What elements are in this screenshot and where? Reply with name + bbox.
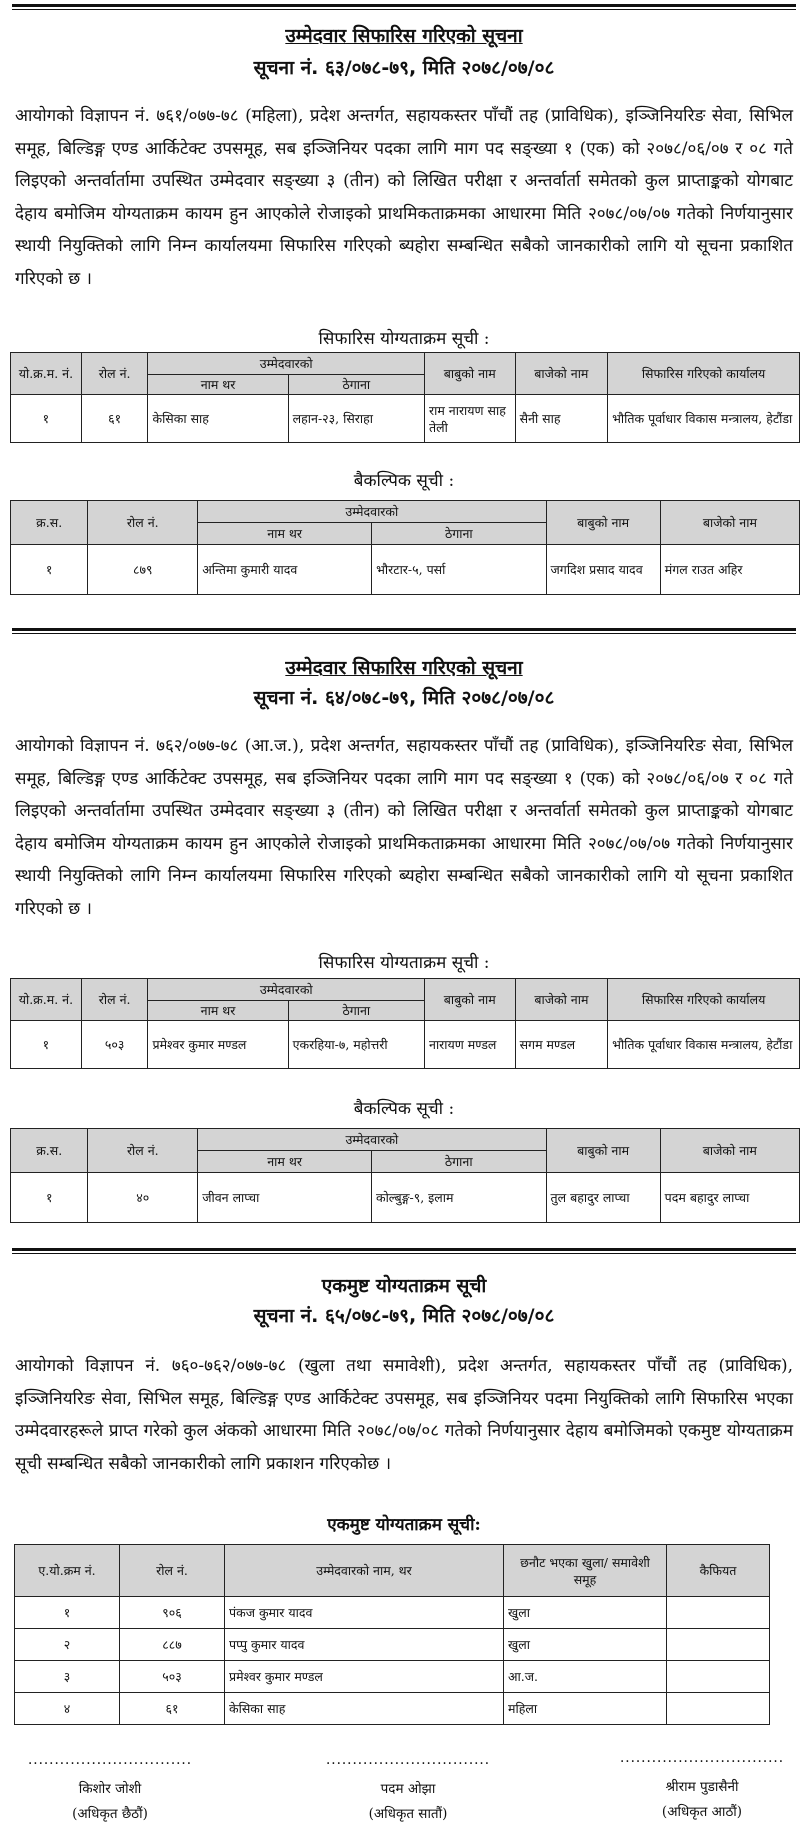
table-row bbox=[15, 1597, 770, 1629]
th-candidate: उम्मेदवारको bbox=[148, 979, 425, 1001]
cell-roll: ८७९ bbox=[88, 545, 198, 595]
cell-group: खुला bbox=[504, 1629, 667, 1661]
cell-office: भौतिक पूर्वाधार विकास मन्त्रालय, हेटौंडा bbox=[608, 395, 800, 443]
cell-grandfather: पदम बहादुर लाप्चा bbox=[660, 1173, 799, 1223]
signature-block bbox=[318, 1750, 498, 1825]
cell-grandfather: मंगल राउत अहिर bbox=[660, 545, 799, 595]
th-address: ठेगाना bbox=[371, 1151, 546, 1173]
th-name: नाम थर bbox=[148, 1001, 288, 1021]
separator-rule bbox=[12, 628, 796, 634]
th-address: ठेगाना bbox=[372, 523, 546, 545]
cell-name: केसिका साह bbox=[225, 1693, 504, 1725]
separator-rule bbox=[12, 1248, 796, 1254]
cell-father: नारायण मण्डल bbox=[425, 1021, 516, 1069]
th-sn: ए.यो.क्रम नं. bbox=[15, 1545, 120, 1597]
cell-address: कोल्बुङ्ग-९, इलाम bbox=[371, 1173, 546, 1223]
notice1-title: उम्मेदवार सिफारिस गरिएको सूचना bbox=[285, 25, 523, 47]
cell-name: प्रमेश्वर कुमार मण्डल bbox=[225, 1661, 504, 1693]
th-group: छनौट भएका खुला/ समावेशी समूह bbox=[504, 1545, 667, 1597]
th-roll: रोल नं. bbox=[81, 353, 148, 395]
cell-remarks bbox=[667, 1629, 770, 1661]
th-candidate: उम्मेदवारको bbox=[148, 353, 425, 375]
notice3-ref: सूचना नं. ६५/०७८-७९, मिति २०७८/०७/०८ bbox=[253, 1305, 555, 1327]
table-row bbox=[11, 1021, 800, 1069]
cell-grandfather: सैनी साह bbox=[515, 395, 608, 443]
signature-line: ............................... bbox=[27, 1752, 193, 1768]
th-father: बाबुको नाम bbox=[425, 979, 516, 1021]
signature-line: ............................... bbox=[325, 1752, 491, 1768]
cell-group: खुला bbox=[504, 1597, 667, 1629]
cell-father: तुल बहादुर लाप्चा bbox=[546, 1173, 660, 1223]
notice1-ref: सूचना नं. ६३/०७८-७९, मिति २०७८/०७/०८ bbox=[253, 57, 555, 79]
cell-grandfather: सगम मण्डल bbox=[515, 1021, 608, 1069]
th-candidate: उम्मेदवारको bbox=[198, 501, 546, 523]
th-roll: रोल नं. bbox=[88, 501, 198, 545]
cell-name: प्रमेश्वर कुमार मण्डल bbox=[148, 1021, 288, 1069]
cell-roll: ४० bbox=[88, 1173, 198, 1223]
th-roll: रोल नं. bbox=[88, 1129, 198, 1173]
cell-sn: १ bbox=[15, 1597, 120, 1629]
cell-sn: १ bbox=[11, 1021, 82, 1069]
notice3-caption: एकमुष्ट योग्यताक्रम सूची: bbox=[327, 1515, 481, 1535]
th-roll: रोल नं. bbox=[81, 979, 148, 1021]
cell-sn: १ bbox=[11, 1173, 88, 1223]
cell-remarks bbox=[667, 1661, 770, 1693]
notice1-rec-table bbox=[10, 352, 800, 443]
cell-roll: ६१ bbox=[120, 1693, 225, 1725]
signatory-title: (अधिकृत सातौं) bbox=[368, 1806, 448, 1822]
table-row bbox=[15, 1693, 770, 1725]
cell-group: महिला bbox=[504, 1693, 667, 1725]
th-office: सिफारिस गरिएको कार्यालय bbox=[608, 979, 800, 1021]
cell-sn: १ bbox=[11, 545, 88, 595]
cell-roll: ८८७ bbox=[120, 1629, 225, 1661]
th-address: ठेगाना bbox=[288, 1001, 424, 1021]
th-sn: यो.क्र.म. नं. bbox=[11, 353, 82, 395]
th-grandfather: बाजेको नाम bbox=[660, 1129, 799, 1173]
th-sn: क्र.स. bbox=[11, 1129, 88, 1173]
notice3-title: एकमुष्ट योग्यताक्रम सूची bbox=[321, 1275, 487, 1297]
cell-sn: २ bbox=[15, 1629, 120, 1661]
notice1-body: आयोगको विज्ञापन नं. ७६१/०७७-७८ (महिला), प्रदेश अन्तर्गत, सहायकस्तर पाँचौं तह (प्राविधिक), इञ्जिनियरिङ सेवा, सिभिल समूह, बिल्डिङ्ग एण्ड आर्किटेक्ट उपसमूह, सब इञ्जिनियर पदका लागि माग पद सङ्ख्या १ (एक) को २०७८/०६/०७ र ०८ गते लिइएको अन्तर्वार्तामा उपस्थित उम्मेदवार सङ्ख्या ३ (तीन) को लिखित परीक्षा र अन्तर्वार्ता समेतको कुल प्राप्ताङ्कको योगबाट देहाय बमोजिम योग्यताक्रम कायम हुन आएकोले रोजाइको प्राथमिकताक्रमका आधारमा मिति २०७८/०७/०७ गतेको निर्णयानुसार स्थायी नियुक्तिको लागि निम्न कार्यालयमा सिफारिस गरिएको ब्यहोरा सम्बन्धित सबैको जानकारीको लागि यो सूचना प्रकाशित गरिएको छ । bbox=[15, 106, 793, 289]
signatory-title: (अधिकृत छैठौं) bbox=[72, 1806, 148, 1822]
cell-father: राम नारायण साह तेली bbox=[424, 395, 515, 443]
cell-address: लहान-२३, सिराहा bbox=[288, 395, 424, 443]
signatory-title: (अधिकृत आठौं) bbox=[661, 1804, 743, 1820]
notice3-table bbox=[14, 1544, 770, 1725]
cell-father: जगदिश प्रसाद यादव bbox=[546, 545, 660, 595]
cell-name: जीवन लाप्चा bbox=[198, 1173, 372, 1223]
cell-address: एकरहिया-७, महोत्तरी bbox=[288, 1021, 424, 1069]
cell-name: पप्पु कुमार यादव bbox=[225, 1629, 504, 1661]
table-row bbox=[11, 545, 800, 595]
th-grandfather: बाजेको नाम bbox=[515, 979, 608, 1021]
cell-office: भौतिक पूर्वाधार विकास मन्त्रालय, हेटौंडा bbox=[608, 1021, 800, 1069]
th-roll: रोल नं. bbox=[120, 1545, 225, 1597]
th-name: नाम थर bbox=[198, 1151, 372, 1173]
table-row bbox=[15, 1661, 770, 1693]
notice2-body: आयोगको विज्ञापन नं. ७६२/०७७-७८ (आ.ज.), प्रदेश अन्तर्गत, सहायकस्तर पाँचौं तह (प्राविधिक), इञ्जिनियरिङ सेवा, सिभिल समूह, बिल्डिङ्ग एण्ड आर्किटेक्ट उपसमूह, सब इञ्जिनियर पदका लागि माग पद सङ्ख्या १ (एक) को २०७८/०६/०७ र ०८ गते लिइएको अन्तर्वार्तामा उपस्थित उम्मेदवार सङ्ख्या ३ (तीन) को लिखित परीक्षा र अन्तर्वार्ता समेतको कुल प्राप्ताङ्कको योगबाट देहाय बमोजिम योग्यताक्रम कायम हुन आएकोले रोजाइको प्राथमिकताक्रमका आधारमा मिति २०७८/०७/०७ गतेको निर्णयानुसार स्थायी नियुक्तिको लागि निम्न कार्यालयमा सिफारिस गरिएको ब्यहोरा सम्बन्धित सबैको जानकारीको लागि यो सूचना प्रकाशित गरिएको छ । bbox=[15, 736, 793, 919]
th-grandfather: बाजेको नाम bbox=[660, 501, 799, 545]
cell-sn: १ bbox=[11, 395, 82, 443]
th-father: बाबुको नाम bbox=[424, 353, 515, 395]
th-address: ठेगाना bbox=[288, 375, 424, 395]
cell-remarks bbox=[667, 1597, 770, 1629]
cell-group: आ.ज. bbox=[504, 1661, 667, 1693]
signature-block bbox=[612, 1748, 792, 1823]
th-name: नाम थर bbox=[198, 523, 372, 545]
cell-roll: ५०३ bbox=[81, 1021, 148, 1069]
signature-line: ............................... bbox=[619, 1750, 785, 1766]
th-candidate: उम्मेदवारको bbox=[198, 1129, 546, 1151]
th-name: नाम थर bbox=[148, 375, 288, 395]
cell-name: केसिका साह bbox=[148, 395, 288, 443]
notice2-rec-table bbox=[10, 978, 800, 1069]
cell-sn: ४ bbox=[15, 1693, 120, 1725]
signatory-name: श्रीराम पुडासैनी bbox=[665, 1779, 739, 1795]
th-remarks: कैफियत bbox=[667, 1545, 770, 1597]
table-row bbox=[11, 1173, 800, 1223]
th-sn: यो.क्र.म. नं. bbox=[11, 979, 82, 1021]
table-row bbox=[15, 1629, 770, 1661]
notice1-alt-table bbox=[10, 500, 800, 595]
cell-roll: ६१ bbox=[81, 395, 148, 443]
notice2-title: उम्मेदवार सिफारिस गरिएको सूचना bbox=[285, 657, 523, 679]
signatory-name: किशोर जोशी bbox=[78, 1781, 142, 1797]
th-father: बाबुको नाम bbox=[546, 501, 660, 545]
cell-sn: ३ bbox=[15, 1661, 120, 1693]
cell-roll: ५०३ bbox=[120, 1661, 225, 1693]
notice3-body: आयोगको विज्ञापन नं. ७६०-७६२/०७७-७८ (खुला तथा समावेशी), प्रदेश अन्तर्गत, सहायकस्तर पाँचौं तह (प्राविधिक), इञ्जिनियरिङ सेवा, सिभिल समूह, बिल्डिङ्ग एण्ड आर्किटेक्ट उपसमूह, सब इञ्जिनियर पदमा नियुक्तिको लागि सिफारिस भएका उम्मेदवारहरूले प्राप्त गरेको कुल अंकको आधारमा मिति २०७८/०७/०८ गतेको निर्णयानुसार देहाय बमोजिमको एकमुष्ट योग्यताक्रम सूची सम्बन्धित सबैको जानकारीको लागि प्रकाशन गरिएकोछ । bbox=[15, 1356, 793, 1474]
cell-address: भौरटार-५, पर्सा bbox=[372, 545, 546, 595]
table-row bbox=[11, 395, 800, 443]
signature-block bbox=[20, 1750, 200, 1825]
th-sn: क्र.स. bbox=[11, 501, 88, 545]
notice1-rec-caption: सिफारिस योग्यताक्रम सूची : bbox=[318, 329, 490, 349]
cell-roll: ९०६ bbox=[120, 1597, 225, 1629]
th-father: बाबुको नाम bbox=[546, 1129, 660, 1173]
signatory-name: पदम ओझा bbox=[380, 1781, 436, 1797]
cell-name: पंकज कुमार यादव bbox=[225, 1597, 504, 1629]
notice2-ref: सूचना नं. ६४/०७८-७९, मिति २०७८/०७/०८ bbox=[253, 687, 555, 709]
notice2-alt-table bbox=[10, 1128, 800, 1223]
notice1-alt-caption: बैकल्पिक सूची : bbox=[353, 471, 455, 491]
th-office: सिफारिस गरिएको कार्यालय bbox=[608, 353, 800, 395]
th-name: उम्मेदवारको नाम, थर bbox=[225, 1545, 504, 1597]
cell-remarks bbox=[667, 1693, 770, 1725]
cell-name: अन्तिमा कुमारी यादव bbox=[198, 545, 372, 595]
top-rule bbox=[12, 4, 796, 10]
th-grandfather: बाजेको नाम bbox=[515, 353, 608, 395]
notice2-alt-caption: बैकल्पिक सूची : bbox=[353, 1099, 455, 1119]
notice2-rec-caption: सिफारिस योग्यताक्रम सूची : bbox=[318, 953, 490, 973]
